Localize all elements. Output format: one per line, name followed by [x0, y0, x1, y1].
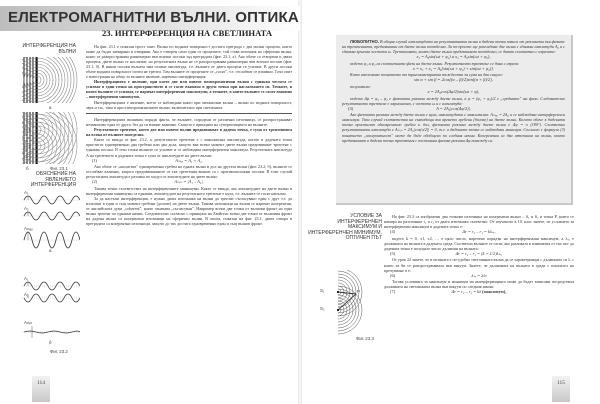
label-a2: A₂	[24, 206, 29, 211]
paragraph: Интерференцията е явление, което се наблюдава както при механични вълни – вълни по водната повърхност, звук и т.н., така и при електромагнитните вълни, включително при светлината.	[86, 99, 292, 110]
page-gutter	[298, 0, 302, 404]
equation-text: Δr = r₂ – r₁ = kλₛᵣ,	[462, 229, 496, 235]
equation-number: (3)	[348, 105, 354, 111]
label-a2b: A₂	[24, 292, 29, 297]
figure-23-2-caption: Фиг. 23.2	[50, 349, 68, 354]
chapter-title: ЕЛЕКТРОМАГНИТНИ ВЪЛНИ. ОПТИКА	[8, 9, 299, 26]
box-lead: ЛЮБОПИТНО.	[350, 39, 379, 44]
figure-label-b2: б	[49, 340, 52, 345]
equation-7	[384, 289, 574, 296]
equation-text: Aₘₐₓ = A₁ + A₂.	[175, 157, 203, 163]
lesson-title: 23. ИНТЕРФЕРЕНЦИЯ НА СВЕТЛИНАТА	[102, 28, 273, 38]
left-text-column	[86, 44, 292, 226]
equation-text: Aₘᵢₙ = |A₁ – A₂|.	[174, 179, 204, 185]
box-paragraph: Като използваме познатото от тригонометрията тъждество за сума на два синуса:	[350, 72, 503, 78]
box-text	[342, 39, 565, 143]
figure-23-1-b	[22, 112, 78, 164]
equation-4	[384, 229, 574, 236]
page-number-right: 115	[552, 376, 570, 402]
figure-23-3-caption: Фиг. 23.3	[356, 336, 374, 341]
paragraph: Както се вижда от фиг. 23.2, а, резултатното трептене е с максимална амплитуда, когато в дадената точка пристигат едновременно два гребена или два дола, защото във всеки момент двете вълни предизвикват трептене с еднаква посока. В тези точки вълните се усилват и се наблюдава интерференчен максимум. Резултатната амплитуда A на трептенето в дадената точка е сума от амплитудите на двете вълни:	[86, 137, 292, 158]
figure-label-a2: а	[49, 248, 52, 253]
paragraph: Тогава условията за максимум и минимум на интерференцията може да бъдат записани посредством дължината на светлинната вълна във вакуум по следния начин:	[384, 279, 574, 290]
paragraph: От урок 22 знаете, че в оптиката е по-удобно светлинната вълна да се характеризира с дължината си λ, с която тя би се разпространявала във вакуум. Знаете, че дължината на вълната в среда с показател на пречупване n е:	[384, 257, 574, 273]
equation-number: (1)	[92, 157, 98, 163]
box-paragraph: Ако фазовата разлика между двете вълни е нула, амплитудата е максимална: Aₘₐₓ = 2A₀ и се наблюдава интерференчен максимум. Тази случай съответства на съвпадащи във времето гребени (долове) на двете вълни. Когато обаче в дадената точка пристигат едновременно гребен и дол, фазовата разлика между двете вълни е Δφ = π (180°). Съответно резултантната амплитуда е Aₘᵢₙ = 2A₀|cos(π/2)| = 0, т.е. в дадената точка се наблюдава минимум. Съгласно с формула (3) понятието „кохерентност" може да бъде обобщено по следния начин. Кохерентни са два източника на вълни, които предизвикват в дадена точка трептения с постоянна фазова разлика Δφ помежду си.	[342, 112, 565, 143]
section-divider	[86, 113, 292, 115]
figure-label-a: а	[49, 105, 52, 110]
figure-23-1-a	[22, 57, 78, 103]
paragraph: Такива точки съответстват на интерференчните минимуми. Както се вижда, ако амплитудите на двете вълни в интерференчни минимуми са еднакви, амплитудата на резултатното трептене е нула, т.е. вълните се гасят напълно.	[86, 185, 292, 196]
equation-number: (4)	[390, 229, 396, 235]
label-s1: S₁	[320, 288, 325, 293]
equation-suffix: (максимум),	[482, 289, 507, 295]
equation-text: Δr = r₂ – r₁ = (k + 1/2)λₛᵣ,	[455, 250, 503, 256]
box-equation-3	[342, 106, 565, 113]
paragraph: За да настъпи интерференция, е нужно двата източника на вълни да трептят съгласувано един с друг т.е. да излъчват в един и същ момент гребени (долове) на двете вълни. Такива източници на вълни се наричат кохерентни, от английската дума „coherent", която означава „съгласуван". Например всеки две точки от вълнови фронт на една вълна трептят по еднакъв начин. Следователно съгласно с принципа на Хюйгенс всеки две точки от вълновия фронт на дадена вълна са кохерентни източници на сферични вълни. В опита, показан на фиг. 23.1, двата отвора в преградата са кохерентни източници, защото до тях достига едновременно един и същ вълнов фронт.	[86, 196, 292, 227]
figure-label-b: б	[26, 166, 29, 171]
equation-number: (5)	[390, 250, 396, 256]
side-label-interference: ИНТЕРФЕРЕНЦИЯ НА ВЪЛНИ	[22, 43, 76, 55]
principle-paragraph: Резултатното трептене, което две или повече вълни предизвикват в дадена точка, е сума от трептенията на всяка от вълните поотделно.	[86, 127, 292, 138]
box-paragraph: получаваме:	[350, 84, 372, 90]
label-a1b: A₁	[24, 276, 29, 281]
equation-2	[86, 179, 292, 186]
equation-text: λₛᵣ = λ/n	[471, 272, 487, 278]
definition-paragraph: Интерферацията е явление, при което две или повече монохроматични вълни с еднаква честота се усилват в едни точки на пространството и се гасят взаимно в други точки при наслагването си. Точките, в които вълните се усилват, се наричат интерференчни максимуми, а точките, в които вълните се гасят взаимно – интерференчни минимуми.	[86, 79, 292, 100]
paragraph: На фиг. 23.1 е показан прост опит. Вълна по водната повърхност достига преграда с два малки процепа, които може да бъдат затваряни и отваряни. Ако е отворен само един от процепите, той става източник на сферична вълна, която се разпространява равномерно във всички посоки зад преградата (фиг. 23.1, а). Ако обаче са отворени и двата процепа, двете вълни се наслагват, но резултатната вълна не се разпространява равномерно във всички посоки (фиг. 23.1, б). В някои посоки вълната има голяма амплитуда, т.е. вълните от двата процепа се усилват. В други посоки обаче водната повърхност почти не трепти. Там вълните от процепите се „гасят", т.е. отслабват се взаимно. Този опит е илюстрация на общо за вълните явление, наречено интерференция.	[86, 44, 292, 80]
equation-text: Δr = r₂ – r₁ = kλ	[451, 289, 481, 295]
box-equation: x₁ = A₀sin(ωt + φ₁) и x₂ = A₀sin(ωt + φ₂),	[416, 54, 491, 60]
label-s2: S₂	[320, 306, 325, 311]
paragraph: На фиг. 23.3 са изобразени два точкови източника на кохерентни вълни – S₁ и S₂ и точка P, които се намира на разстояние r₁ и r₂ от двата източника съответно. От изученото в 10. клас знаете, че условието за интерференчен максимум в дадената точка е:	[384, 214, 574, 230]
box-equation: sin α + sin β = 2cos((α – β)/2)sin((α + β)/2),	[414, 77, 493, 83]
side-label-explanation: ОБЯСНЕНИЕ НА ЯВЛЕНИЕТО ИНТЕРФЕРЕНЦИЯ	[30, 171, 76, 189]
box-paragraph: където Δφ = φ₁ – φ₂ е фазовата разлика между двете вълни, а φ = (φ₁ + φ₂)/2 е „средната" им фаза. Следователно резултатното трептене е хармонично, с честота ω и с амплитуда:	[342, 95, 565, 106]
figure-23-3	[330, 270, 370, 336]
label-p: P	[357, 289, 360, 294]
paragraph: където k = 0, ±1, ±2, … е цяло число, наречено порядък на интерференчния максимум, а λₛᵣ е дължината на вълната в дадената среда. Съответно вълните се гасят, ако разликата в изминатия от тях път до дадената точка е полуцяло число дължини на вълната:	[384, 235, 574, 251]
side-label-condition: УСЛОВИЕ ЗА ИНТЕРФЕРЕНЧЕН МАКСИМУМ И ИНТЕРФЕРЕНЧЕН МИНИМУМ. ОПТИЧЕН ПЪТ	[308, 213, 382, 242]
box-equation: x = x₁ + x₂ = A₀[sin(ωt + φ₁) + sin(ωt + φ₂)].	[412, 65, 495, 71]
right-text-column	[384, 214, 574, 296]
curious-box	[336, 35, 573, 205]
box-equation: x = 2A₀cos(Δφ/2)sin(ωt + φ),	[427, 89, 480, 95]
box-paragraph: В общия случай амплитудата на резултантната вълна в дадена точка зависи от разликата във фазите на трептенията, предизвикани от двете вълни поотделно. За по-просто ще разгледаме две вълни с еднакви амплитуди A₀ и с еднаква кръгова честота ω. Трептенията, които двете вълни предизвикват поотделно, се дават съответно с изразите:	[342, 39, 565, 55]
paragraph: Ако обаче се „наслагват" едновременно гребен на едната вълна и дол на другата вълна (фиг. 23.2, б), вълните се отслабват взаимно, защото предизвикваните от тях трептения винаги са с противоположни посоки. В този случай резултатната амплитуда е разлика по модул от амплитудите на двете вълни:	[86, 164, 292, 180]
label-amin: Aₘᵢₙ	[24, 320, 33, 325]
equation-text: A = 2A₀|cos(Δφ/2)|.	[436, 105, 471, 111]
equation-1	[86, 158, 292, 165]
label-amax: Aₘₐₓ	[24, 226, 33, 231]
box-paragraph: където φ₁ и φ₂ са съответните фази на двете вълни. Резултатното трептене се дава с израза:	[350, 60, 520, 66]
equation-number: (7)	[390, 289, 396, 295]
figure-23-1-caption: Фиг. 23.1	[50, 166, 68, 171]
equation-number: (2)	[92, 179, 98, 185]
label-a1: A₁	[24, 190, 29, 195]
equation-5	[384, 251, 574, 258]
paragraph: Интерференцията възниква поради факта, че вълните, породени от различни източници, се разпространяват независимо една от друга, без да си влияят взаимно. Същото е принципа на суперпозицията на вълните.	[86, 117, 292, 128]
page-number-left: 114	[32, 376, 50, 402]
equation-number: (6)	[390, 272, 396, 278]
equation-6	[384, 273, 574, 280]
